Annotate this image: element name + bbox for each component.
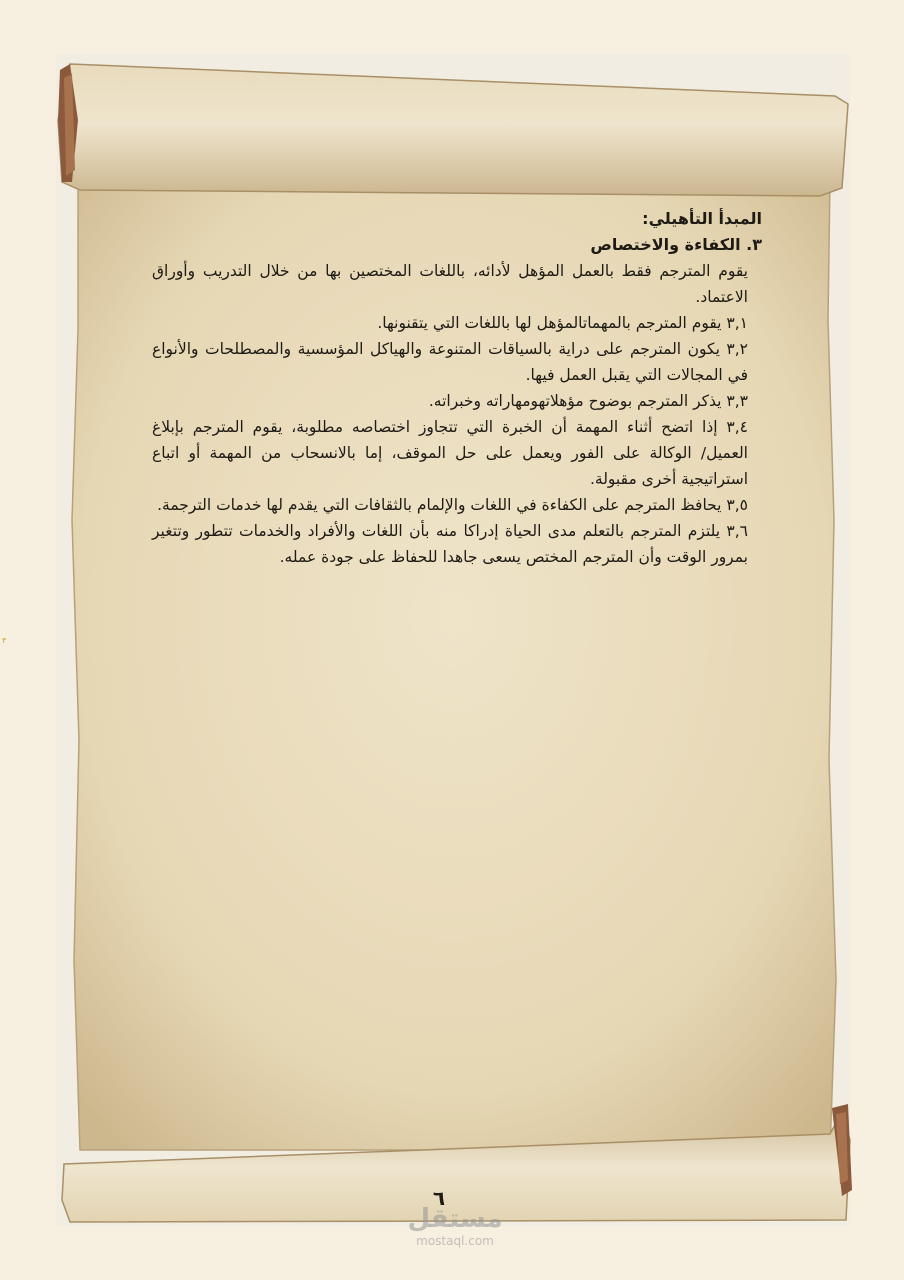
subsection-title: ٣. الكفاءة والاختصاص	[590, 235, 762, 254]
intro-paragraph: يقوم المترجم فقط بالعمل المؤهل لأدائه، باللغات المختصين بها من خلال التدريب وأوراق الاعتماد.	[152, 262, 748, 306]
margin-mark: ٣	[2, 636, 7, 645]
watermark-logo: مستقل	[407, 1204, 503, 1234]
document-body	[152, 206, 762, 570]
clause-3-2: ٣,٢ يكون المترجم على دراية بالسياقات المتنوعة والهياكل المؤسسية والمصطلحات والأنواع في المجالات التي يقبل العمل فيها.	[152, 340, 748, 384]
clause-3-6: ٣,٦ يلتزم المترجم بالتعلم مدى الحياة إدراكا منه بأن اللغات والأفراد والخدمات تتطور وتتغير بمرور الوقت وأن المترجم المختص يسعى جاهدا للحفاظ على جودة عمله.	[152, 522, 748, 566]
clause-3-5: ٣,٥ يحافظ المترجم على الكفاءة في اللغات والإلمام بالثقافات التي يقدم لها خدمات الترجمة.	[157, 496, 748, 514]
watermark	[390, 1204, 520, 1248]
section-title: المبدأ التأهيلي:	[642, 209, 762, 228]
clause-3-3: ٣,٣ يذكر المترجم بوضوح مؤهلاتهومهاراته وخبراته.	[428, 392, 748, 410]
page-number: ٦	[432, 1186, 446, 1210]
watermark-url: mostaql.com	[416, 1234, 494, 1248]
clause-3-4: ٣,٤ إذا اتضح أثناء المهمة أن الخبرة التي تتجاوز اختصاصه مطلوبة، يقوم المترجم بإبلاغ العميل/ الوكالة على الفور ويعمل على حل الموقف، إما بالانسحاب من المهمة أو اتباع استراتيجية أخرى مقبولة.	[152, 418, 748, 488]
clause-3-1: ٣,١ يقوم المترجم بالمهماتالمؤهل لها باللغات التي يتقنونها.	[377, 314, 748, 332]
